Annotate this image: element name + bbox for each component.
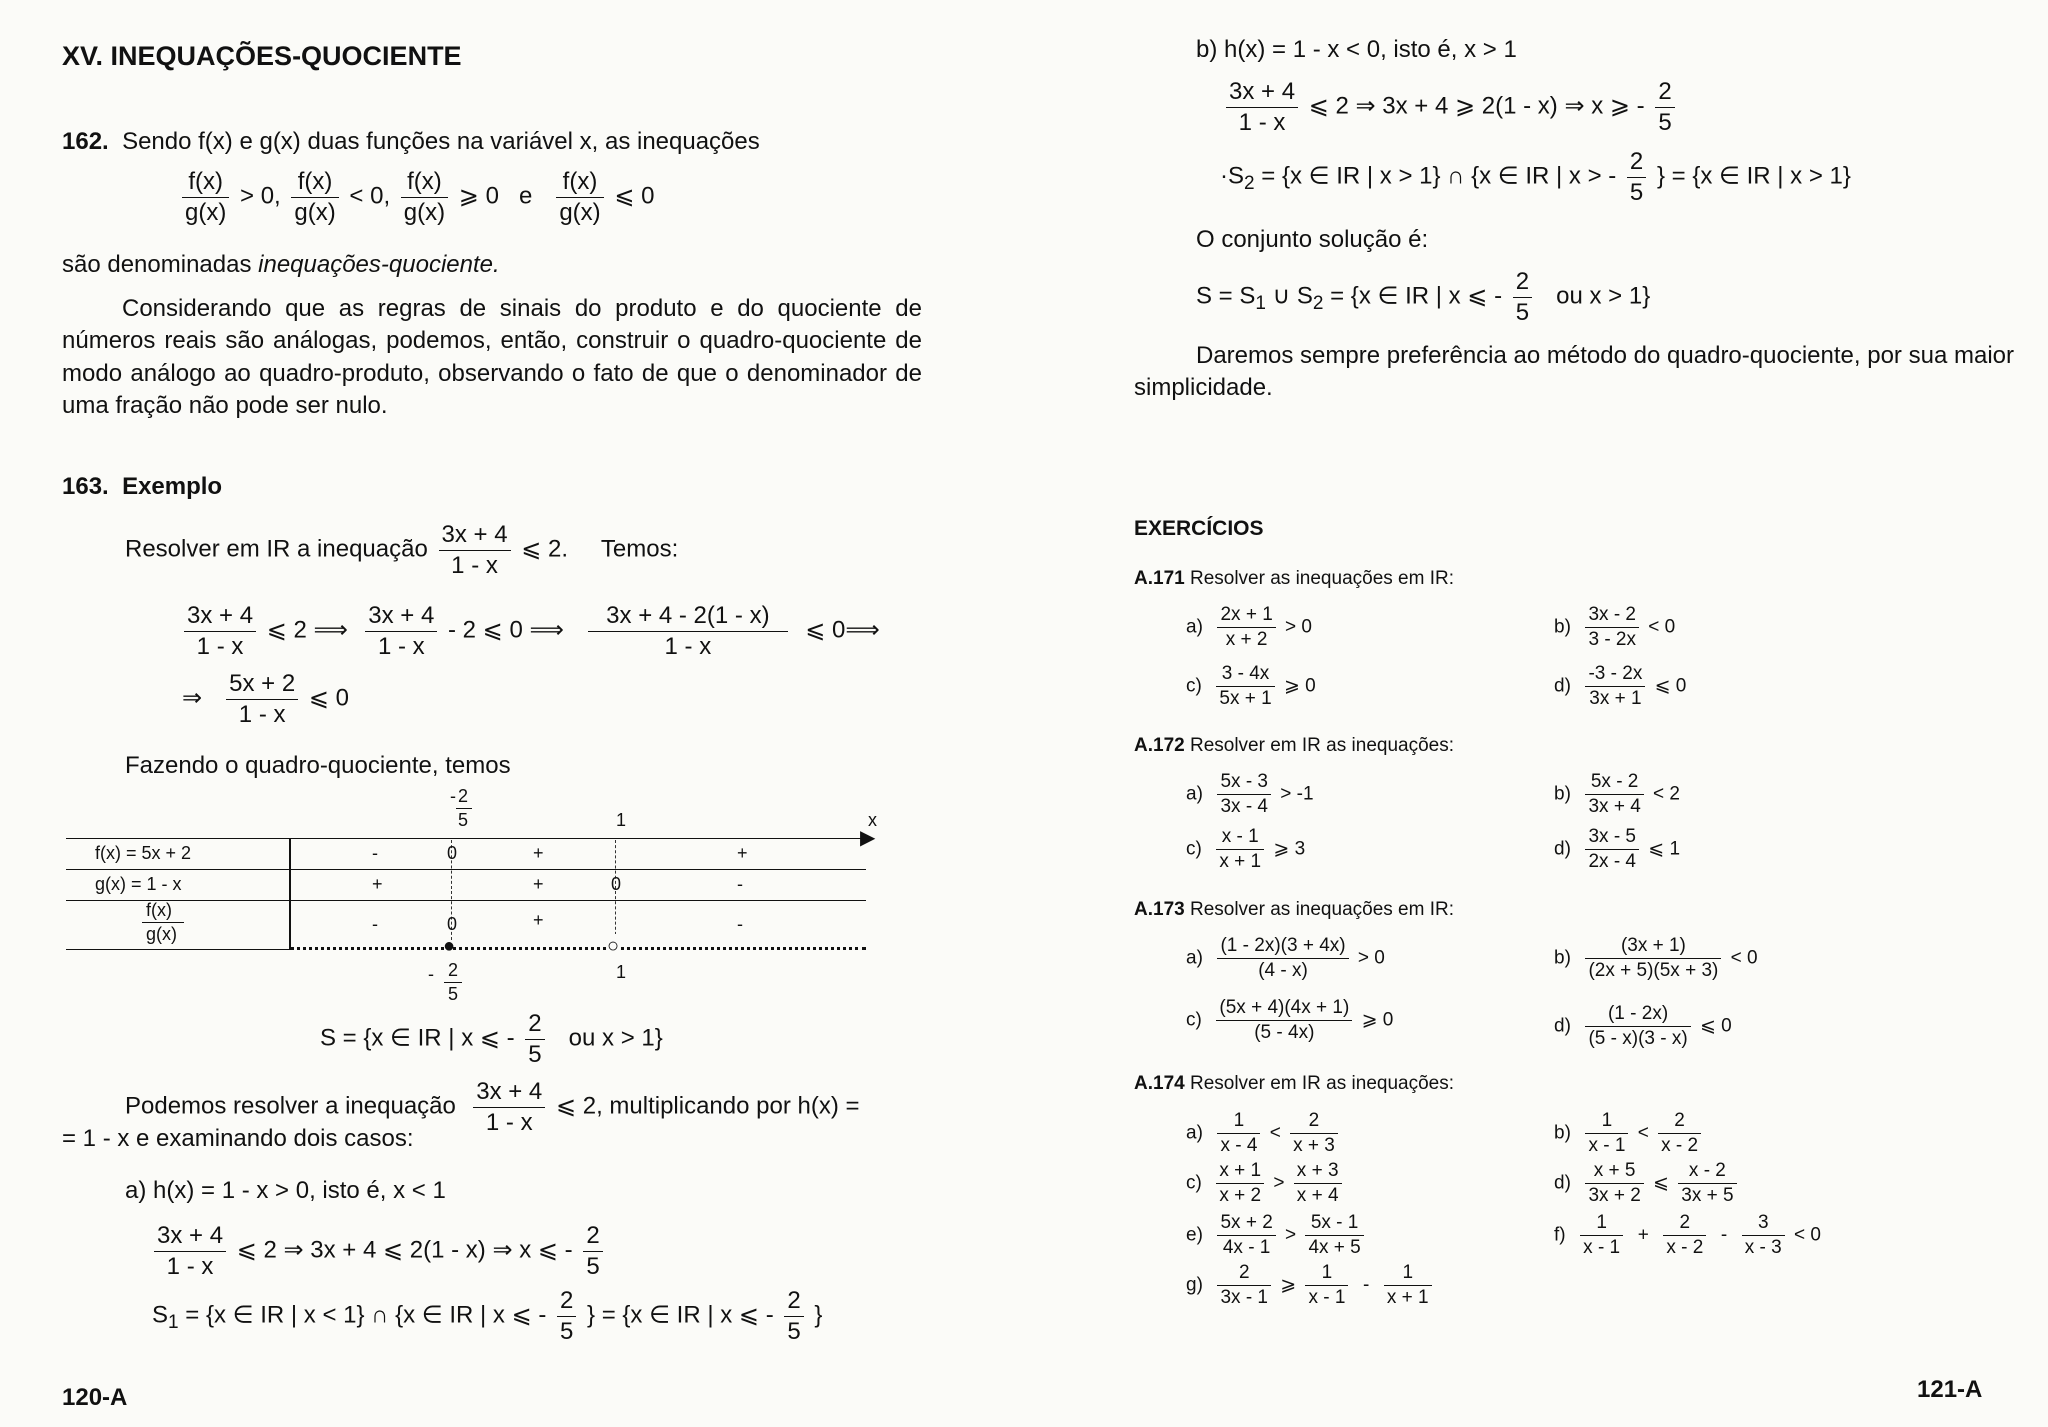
result-line — [290, 947, 866, 950]
fazendo-line: Fazendo o quadro-quociente, temos — [125, 752, 511, 779]
a172-item-b: b) $\frac{5x - 2}{3x + 4}$ < 2 — [1554, 771, 1680, 817]
a174-item-e: e) $\frac{5x + 2}{4x - 1}$ > $\frac{5x - 1}{4x + 5}$ — [1186, 1212, 1368, 1259]
solution-set: S = {x ∈ IR | x ⩽ - $\frac{2}{5}$ ou x > 1} — [320, 1010, 663, 1068]
a173-item-b: b) $\frac{(3x + 1)}{(2x + 5)(5x + 3)}$ < 0 — [1554, 935, 1758, 981]
a171-item-c: c) $\frac{3 - 4x}{5x + 1}$ ⩾ 0 — [1186, 663, 1316, 709]
axis-arrow-icon: ▶ — [860, 827, 876, 849]
filled-point-icon: ● — [443, 935, 456, 957]
chapter-title: XV. INEQUAÇÕES-QUOCIENTE — [62, 41, 462, 71]
example-statement: Resolver em IR a inequação $\frac{3x + 4}{1 - x}$ ⩽ 2. Temos: — [125, 521, 679, 579]
final-solution: $S = S_1$ ∪ $S_2 = \{x$ ∈ IR | x ⩽ - $\frac{2}{5}$ ou x > 1} — [1196, 268, 1651, 326]
case-b-head: b) h(x) = 1 - x < 0, isto é, x > 1 — [1196, 36, 1517, 63]
left-page: XV. INEQUAÇÕES-QUOCIENTE 162. Sendo f(x) e g(x) duas funções na variável x, as inequações $\frac{f(x)}{g(x)}$ > 0, $\frac{f(x)}{g(x)}$ < 0, $\frac{f(x)}{g(x)}$ ⩾ 0 e $\frac{f(x)}{g(x)}$ ⩽ 0 são denominadas inequações-quociente. Considerando que as regras de sinais do produto e do quociente de números reais são análogas, podemos, então, construir o quadro-quociente de modo análogo ao quadro-produto, observando o fato de que o denominador de uma fração não pode ser nulo. 163. Exemplo Resolver em IR a inequação $\frac{3x + 4}{1 - x}$ ⩽ 2. Temos: $\frac{3x + 4}{1 - x}$ ⩽ 2 ⟹ $\frac{3x + 4}{1 - x}$ - 2 ⩽ 0 ⟹ $\frac{3x + 4 - 2(1 - x)}{1 - x}$ ⩽ 0⟹ ⇒ $\frac{5x + 2}{1 - x}$ ⩽ 0 Fazendo o quadro-quociente, temos - 2 5 1 x ▶ ● ○ f(x) = 5x + 2 g(x) = 1 - x f(x) g(x) - 0 + + + + 0 - - 0 + - - 2 5 1 S = {x ∈ IR | x ⩽ - $\frac{2}{5}$ ou x > 1} Podemos resolver a inequação $\frac{3x + 4}{1 - x}$ ⩽ 2, multiplicando por h(x) = = 1 - x e examinando dois casos: a) h(x) = 1 - x > 0, isto é, x < 1 $\frac{3x + 4}{1 - x}$ ⩽ 2 ⇒ 3x + 4 ⩽ 2(1 - x) ⇒ x ⩽ - $\frac{2}{5}$ $S_1 = \{x$ ∈ IR | x < 1} ∩ {x ∈ IR | x ⩽ - $\frac{2}{5}$ } = {x ∈ IR | x ⩽ - $\frac{2}{5}$ } 120-A — [62, 41, 922, 1411]
a173-heading: A.173 Resolver as inequações em IR: — [1134, 899, 1454, 920]
a171-item-a: a) $\frac{2x + 1}{x + 2}$ > 0 — [1186, 604, 1312, 650]
method2-line2: = 1 - x e examinando dois casos: — [62, 1125, 414, 1152]
open-point-icon: ○ — [607, 935, 620, 957]
example-derivation: $\frac{3x + 4}{1 - x}$ ⩽ 2 ⟹ $\frac{3x + 4}{1 - x}$ - 2 ⩽ 0 ⟹ $\frac{3x + 4 - 2(1 - x)}{1 - x}$ ⩽ 0⟹ — [180, 602, 880, 660]
case-b-derivation: $\frac{3x + 4}{1 - x}$ ⩽ 2 ⇒ 3x + 4 ⩾ 2(1 - x) ⇒ x ⩾ - $\frac{2}{5}$ — [1222, 78, 1679, 136]
named-line: são denominadas inequações-quociente. — [62, 251, 500, 278]
a173-item-d: d) $\frac{(1 - 2x)}{(5 - x)(3 - x)}$ ⩽ 0 — [1554, 1003, 1732, 1049]
case-a-derivation: $\frac{3x + 4}{1 - x}$ ⩽ 2 ⇒ 3x + 4 ⩽ 2(1 - x) ⇒ x ⩽ - $\frac{2}{5}$ — [150, 1222, 607, 1280]
section-162-paragraph: Considerando que as regras de sinais do produto e do quociente de números reais são análogas, podemos, então, construir o quadro-quociente de modo análogo ao quadro-produto, observando o fato de que o denominador de uma fração não pode ser nulo. — [62, 295, 922, 420]
example-simplified: ⇒ $\frac{5x + 2}{1 - x}$ ⩽ 0 — [182, 670, 349, 728]
quotient-inequalities-list: $\frac{f(x)}{g(x)}$ > 0, $\frac{f(x)}{g(x)}$ < 0, $\frac{f(x)}{g(x)}$ ⩾ 0 e $\frac{f(x)}{g(x)}$ ⩽ 0 — [178, 168, 654, 226]
a174-item-d: d) $\frac{x + 5}{3x + 2}$ ⩽ $\frac{x - 2}{3x + 5}$ — [1554, 1160, 1741, 1207]
section-162-intro: 162. Sendo f(x) e g(x) duas funções na variável x, as inequações — [62, 128, 760, 155]
preference-paragraph: Daremos sempre preferência ao método do quadro-quociente, por sua maior simplicidade. — [1134, 342, 2014, 402]
case-a-head: a) h(x) = 1 - x > 0, isto é, x < 1 — [125, 1177, 446, 1204]
a174-heading: A.174 Resolver em IR as inequações: — [1134, 1073, 1454, 1094]
a172-item-a: a) $\frac{5x - 3}{3x - 4}$ > -1 — [1186, 771, 1314, 817]
a174-item-a: a) $\frac{1}{x - 4}$ < $\frac{2}{x + 3}$ — [1186, 1110, 1342, 1157]
page-number-left: 120-A — [62, 1384, 128, 1411]
page-number-right: 121-A — [1917, 1376, 1983, 1403]
exercises-heading: EXERCÍCIOS — [1134, 517, 1264, 540]
a174-item-b: b) $\frac{1}{x - 1}$ < $\frac{2}{x - 2}$ — [1554, 1110, 1705, 1157]
case-a-s1: $S_1 = \{x$ ∈ IR | x < 1} ∩ {x ∈ IR | x ⩽ - $\frac{2}{5}$ } = {x ∈ IR | x ⩽ - $\frac{2}{5}$ } — [152, 1287, 823, 1345]
a174-item-c: c) $\frac{x + 1}{x + 2}$ > $\frac{x + 3}{x + 4}$ — [1186, 1160, 1346, 1207]
a172-item-c: c) $\frac{x - 1}{x + 1}$ ⩾ 3 — [1186, 826, 1306, 872]
a174-item-g: g) $\frac{2}{3x - 1}$ ⩾ $\frac{1}{x - 1}$ - $\frac{1}{x + 1}$ — [1186, 1262, 1436, 1309]
case-b-s2: $\cdot S_2 = \{x$ ∈ IR | x > 1} ∩ {x ∈ IR | x > - $\frac{2}{5}$ } = {x ∈ IR | x > 1} — [1220, 148, 1851, 206]
method2-line1: Podemos resolver a inequação $\frac{3x + 4}{1 - x}$ ⩽ 2, multiplicando por h(x) = — [125, 1078, 860, 1136]
right-page — [1024, 0, 2048, 1427]
conjunto-solucao: O conjunto solução é: — [1196, 226, 1429, 253]
a171-item-b: b) $\frac{3x - 2}{3 - 2x}$ < 0 — [1554, 604, 1676, 650]
a171-heading: A.171 Resolver as inequações em IR: — [1134, 568, 1454, 589]
a174-item-f: f) $\frac{1}{x - 1}$ + $\frac{2}{x - 2}$ - $\frac{3}{x - 3}$ < 0 — [1554, 1212, 1821, 1258]
a172-item-d: d) $\frac{3x - 5}{2x - 4}$ ⩽ 1 — [1554, 826, 1681, 872]
axis-line — [66, 838, 866, 839]
a173-item-c: c) $\frac{(5x + 4)(4x + 1)}{(5 - 4x)}$ ⩾ 0 — [1186, 997, 1394, 1043]
a173-item-a: a) $\frac{(1 - 2x)(3 + 4x)}{(4 - x)}$ > 0 — [1186, 935, 1385, 981]
a172-heading: A.172 Resolver em IR as inequações: — [1134, 735, 1454, 756]
section-163-title: 163. Exemplo — [62, 473, 223, 500]
a171-item-d: d) $\frac{-3 - 2x}{3x + 1}$ ⩽ 0 — [1554, 663, 1687, 709]
